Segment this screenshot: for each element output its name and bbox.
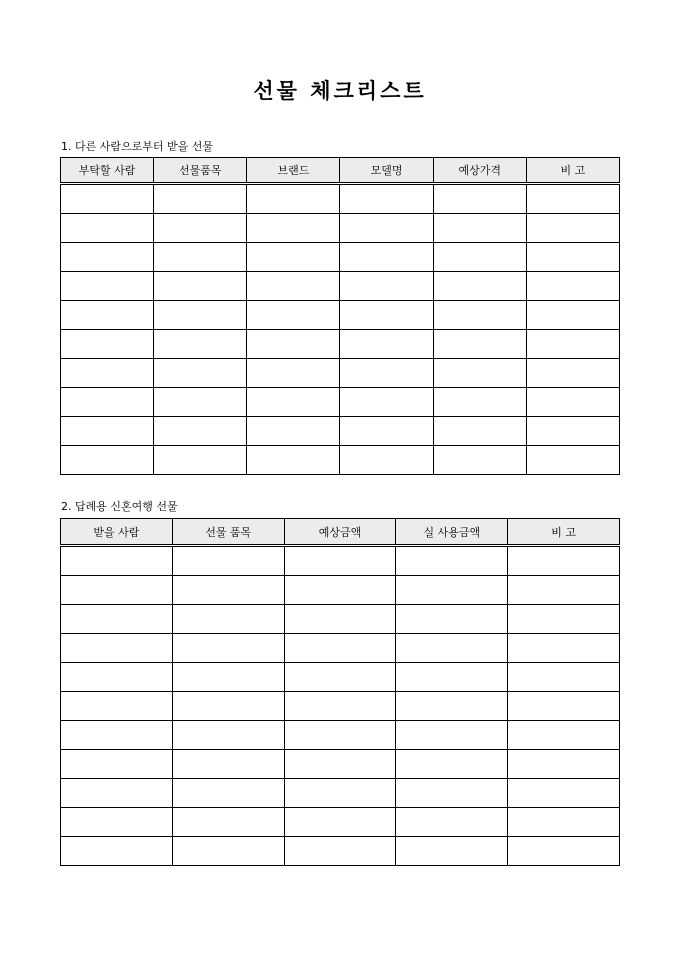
table-cell[interactable]: [284, 634, 396, 663]
received-gifts-table-body: [61, 184, 620, 475]
table-row: [61, 605, 620, 634]
table-row: [61, 692, 620, 721]
table-cell[interactable]: [284, 721, 396, 750]
table-cell[interactable]: [526, 330, 619, 359]
table-cell[interactable]: [433, 330, 526, 359]
table-cell[interactable]: [247, 214, 340, 243]
table-cell[interactable]: [396, 837, 508, 866]
table-cell[interactable]: [61, 663, 173, 692]
table-cell[interactable]: [526, 388, 619, 417]
table-cell[interactable]: [247, 359, 340, 388]
table-cell[interactable]: [247, 301, 340, 330]
table-cell[interactable]: [508, 779, 620, 808]
column-header-expected-amount: 예상금액: [284, 519, 396, 546]
table-cell[interactable]: [284, 808, 396, 837]
table-cell[interactable]: [284, 576, 396, 605]
table-cell[interactable]: [526, 446, 619, 475]
table-cell[interactable]: [172, 692, 284, 721]
table-cell[interactable]: [396, 605, 508, 634]
table-row: [61, 214, 620, 243]
table-cell[interactable]: [61, 692, 173, 721]
table-cell[interactable]: [340, 388, 433, 417]
table-cell[interactable]: [61, 721, 173, 750]
column-header-recipient: 받을 사람: [61, 519, 173, 546]
table-cell[interactable]: [433, 417, 526, 446]
table-cell[interactable]: [340, 243, 433, 272]
table-cell[interactable]: [154, 272, 247, 301]
table-cell[interactable]: [172, 663, 284, 692]
table-cell[interactable]: [284, 605, 396, 634]
table-cell[interactable]: [61, 359, 154, 388]
table-cell[interactable]: [433, 214, 526, 243]
return-gifts-table-body: [61, 546, 620, 866]
table-cell[interactable]: [61, 301, 154, 330]
table-cell[interactable]: [61, 605, 173, 634]
table-cell[interactable]: [247, 330, 340, 359]
column-header-actual-amount: 실 사용금액: [396, 519, 508, 546]
column-header-gift-item: 선물 품목: [172, 519, 284, 546]
column-header-gift-item: 선물품목: [154, 158, 247, 184]
table-cell[interactable]: [340, 184, 433, 214]
table-cell[interactable]: [433, 243, 526, 272]
table-cell[interactable]: [508, 721, 620, 750]
column-header-notes: 비 고: [526, 158, 619, 184]
table-cell[interactable]: [396, 808, 508, 837]
table-row: [61, 184, 620, 214]
table-row: [61, 576, 620, 605]
table-cell[interactable]: [340, 446, 433, 475]
table-row: [61, 330, 620, 359]
table-cell[interactable]: [396, 779, 508, 808]
section-2-heading: 2. 답례용 신혼여행 선물: [61, 500, 178, 513]
table-cell[interactable]: [526, 301, 619, 330]
table-header-row: [61, 158, 620, 184]
table-cell[interactable]: [61, 184, 154, 214]
column-header-expected-price: 예상가격: [433, 158, 526, 184]
table-cell[interactable]: [340, 214, 433, 243]
table-row: [61, 808, 620, 837]
table-cell[interactable]: [154, 446, 247, 475]
table-cell[interactable]: [508, 605, 620, 634]
table-cell[interactable]: [154, 214, 247, 243]
table-cell[interactable]: [247, 243, 340, 272]
table-cell[interactable]: [154, 330, 247, 359]
table-cell[interactable]: [340, 330, 433, 359]
table-cell[interactable]: [396, 692, 508, 721]
table-row: [61, 750, 620, 779]
table-cell[interactable]: [61, 388, 154, 417]
table-cell[interactable]: [61, 417, 154, 446]
table-cell[interactable]: [61, 214, 154, 243]
received-gifts-table: [60, 157, 620, 475]
document-title: 선물 체크리스트: [253, 78, 427, 103]
column-header-notes: 비 고: [508, 519, 620, 546]
table-row: [61, 663, 620, 692]
table-cell[interactable]: [172, 605, 284, 634]
table-row: [61, 417, 620, 446]
table-row: [61, 243, 620, 272]
table-cell[interactable]: [61, 779, 173, 808]
table-cell[interactable]: [172, 779, 284, 808]
table-cell[interactable]: [284, 546, 396, 576]
table-cell[interactable]: [433, 446, 526, 475]
table-cell[interactable]: [154, 359, 247, 388]
table-row: [61, 546, 620, 576]
table-cell[interactable]: [61, 750, 173, 779]
table-cell[interactable]: [61, 546, 173, 576]
table-cell[interactable]: [396, 576, 508, 605]
column-header-brand: 브랜드: [247, 158, 340, 184]
table-cell[interactable]: [154, 388, 247, 417]
table-cell[interactable]: [61, 634, 173, 663]
column-header-requester: 부탁할 사람: [61, 158, 154, 184]
table-cell[interactable]: [172, 837, 284, 866]
table-cell[interactable]: [526, 243, 619, 272]
table-cell[interactable]: [526, 272, 619, 301]
table-cell[interactable]: [340, 301, 433, 330]
table-row: [61, 837, 620, 866]
table-row: [61, 388, 620, 417]
table-cell[interactable]: [526, 359, 619, 388]
section-1-heading: 1. 다른 사람으로부터 받을 선물: [61, 140, 213, 153]
table-cell[interactable]: [284, 750, 396, 779]
table-cell[interactable]: [61, 576, 173, 605]
table-cell[interactable]: [508, 750, 620, 779]
table-header-row: [61, 519, 620, 546]
table-row: [61, 779, 620, 808]
table-cell[interactable]: [61, 446, 154, 475]
table-cell[interactable]: [154, 184, 247, 214]
table-cell[interactable]: [508, 692, 620, 721]
return-gifts-table: [60, 518, 620, 866]
table-cell[interactable]: [247, 417, 340, 446]
table-cell[interactable]: [247, 388, 340, 417]
table-row: [61, 301, 620, 330]
table-cell[interactable]: [396, 634, 508, 663]
table-cell[interactable]: [61, 330, 154, 359]
table-cell[interactable]: [284, 663, 396, 692]
table-row: [61, 721, 620, 750]
table-cell[interactable]: [508, 634, 620, 663]
table-cell[interactable]: [154, 301, 247, 330]
table-row: [61, 272, 620, 301]
table-row: [61, 359, 620, 388]
table-cell[interactable]: [340, 359, 433, 388]
table-cell[interactable]: [172, 808, 284, 837]
table-cell[interactable]: [508, 663, 620, 692]
table-cell[interactable]: [340, 272, 433, 301]
table-cell[interactable]: [433, 272, 526, 301]
table-cell[interactable]: [526, 184, 619, 214]
table-cell[interactable]: [340, 417, 433, 446]
table-cell[interactable]: [526, 417, 619, 446]
table-cell[interactable]: [284, 837, 396, 866]
column-header-model: 모델명: [340, 158, 433, 184]
table-cell[interactable]: [172, 576, 284, 605]
table-cell[interactable]: [284, 779, 396, 808]
table-cell[interactable]: [154, 243, 247, 272]
table-cell[interactable]: [526, 214, 619, 243]
table-cell[interactable]: [154, 417, 247, 446]
table-cell[interactable]: [433, 388, 526, 417]
table-cell[interactable]: [61, 272, 154, 301]
table-cell[interactable]: [396, 721, 508, 750]
table-cell[interactable]: [61, 243, 154, 272]
table-cell[interactable]: [433, 184, 526, 214]
table-row: [61, 446, 620, 475]
table-cell[interactable]: [172, 546, 284, 576]
table-cell[interactable]: [396, 663, 508, 692]
table-cell[interactable]: [508, 576, 620, 605]
table-cell[interactable]: [284, 692, 396, 721]
table-cell[interactable]: [61, 837, 173, 866]
table-cell[interactable]: [433, 359, 526, 388]
table-cell[interactable]: [396, 750, 508, 779]
table-cell[interactable]: [396, 546, 508, 576]
table-cell[interactable]: [508, 546, 620, 576]
table-cell[interactable]: [508, 837, 620, 866]
table-cell[interactable]: [61, 808, 173, 837]
table-cell[interactable]: [172, 721, 284, 750]
table-cell[interactable]: [172, 750, 284, 779]
table-cell[interactable]: [247, 272, 340, 301]
table-row: [61, 634, 620, 663]
table-cell[interactable]: [508, 808, 620, 837]
table-cell[interactable]: [172, 634, 284, 663]
table-cell[interactable]: [433, 301, 526, 330]
table-cell[interactable]: [247, 184, 340, 214]
table-cell[interactable]: [247, 446, 340, 475]
